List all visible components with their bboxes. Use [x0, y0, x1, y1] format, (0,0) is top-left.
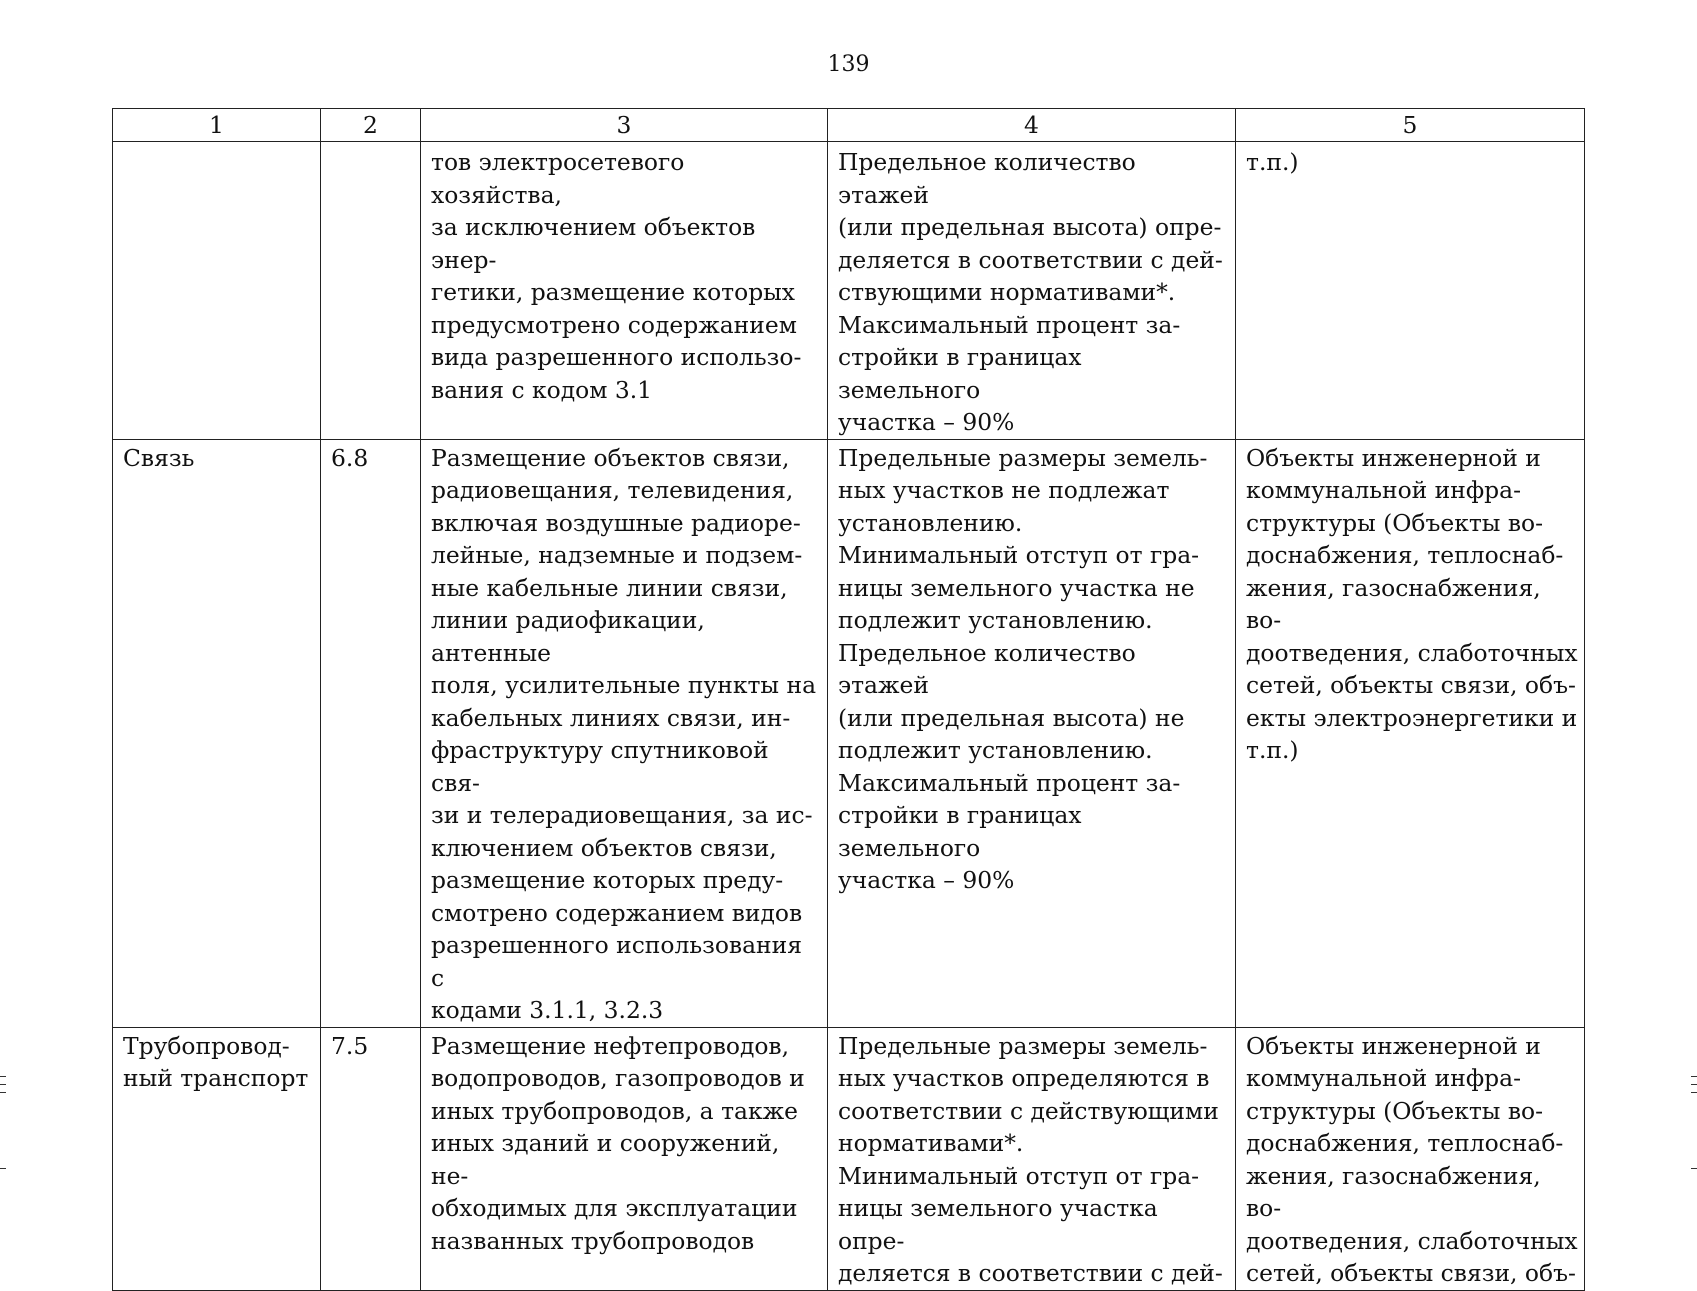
- use-type-code-cell: [321, 142, 421, 440]
- column-header-5: 5: [1236, 109, 1585, 142]
- use-type-name-cell: Трубопровод- ный транспорт: [113, 1027, 321, 1290]
- table-header-row: [113, 109, 1585, 142]
- column-header-2: 2: [321, 109, 421, 142]
- use-type-name-cell: Связь: [113, 439, 321, 1027]
- use-type-code-cell: 6.8: [321, 439, 421, 1027]
- limit-parameters-cell: Предельные размеры земель- ных участков определяются в соответствии с действующими нормативами*. Минимальный отступ от гра- ницы земельного участка опре- деляется в соответствии с дей-: [828, 1027, 1236, 1290]
- use-type-description-cell: Размещение нефтепроводов, водопроводов, газопроводов и иных трубопроводов, а также иных зданий и сооружений, не- обходимых для эксплуатации названных трубопроводов: [421, 1027, 828, 1290]
- column-header-3: 3: [421, 109, 828, 142]
- crop-mark-left: [0, 1076, 6, 1077]
- crop-mark-right: [1691, 1084, 1697, 1085]
- limit-parameters-cell: Предельное количество этажей (или предельная высота) опре- деляется в соответствии с дей- ствующими нормативами*. Максимальный процент за- стройки в границах земельного участка – 90%: [828, 142, 1236, 440]
- use-type-code-cell: 7.5: [321, 1027, 421, 1290]
- crop-mark-right: [1691, 1092, 1697, 1093]
- crop-mark-right: [1691, 1076, 1697, 1077]
- limit-parameters-cell: Предельные размеры земель- ных участков не подлежат установлению. Минимальный отступ от гра- ницы земельного участка не подлежит установлению. Предельное количество этажей (или предельная высота) не подлежит установлению. Максимальный процент за- стройки в границах земельного участка – 90%: [828, 439, 1236, 1027]
- page-number: 139: [827, 52, 870, 77]
- crop-mark-left: [0, 1092, 6, 1093]
- use-type-description-cell: тов электросетевого хозяйства, за исключением объектов энер- гетики, размещение которых предусмотрено содержанием вида разрешенного использо- вания с кодом 3.1: [421, 142, 828, 440]
- auxiliary-uses-cell: т.п.): [1236, 142, 1585, 440]
- column-header-1: 1: [113, 109, 321, 142]
- table-row: [113, 439, 1585, 1027]
- table-row: [113, 1027, 1585, 1290]
- column-header-4: 4: [828, 109, 1236, 142]
- table-row: [113, 142, 1585, 440]
- crop-mark-bottom: [1691, 1168, 1697, 1169]
- use-type-description-cell: Размещение объектов связи, радиовещания, телевидения, включая воздушные радиоре- лейные, надземные и подзем- ные кабельные линии связи, линии радиофикации, антенные поля, усилительные пункты на кабельных линиях связи, ин- фраструктуру спутниковой свя- зи и телерадиовещания, за ис- ключением объектов связи, размещение которых преду- смотрено содержанием видов разрешенного использования с кодами 3.1.1, 3.2.3: [421, 439, 828, 1027]
- crop-mark-left: [0, 1084, 6, 1085]
- zoning-table: [112, 108, 1585, 1291]
- use-type-name-cell: [113, 142, 321, 440]
- auxiliary-uses-cell: Объекты инженерной и коммунальной инфра- структуры (Объекты во- доснабжения, теплоснаб- жения, газоснабжения, во- доотведения, слаботочных сетей, объекты связи, объ- екты электроэнергетики и т.п.): [1236, 439, 1585, 1027]
- auxiliary-uses-cell: Объекты инженерной и коммунальной инфра- структуры (Объекты во- доснабжения, теплоснаб- жения, газоснабжения, во- доотведения, слаботочных сетей, объекты связи, объ-: [1236, 1027, 1585, 1290]
- crop-mark-bottom: [0, 1168, 6, 1169]
